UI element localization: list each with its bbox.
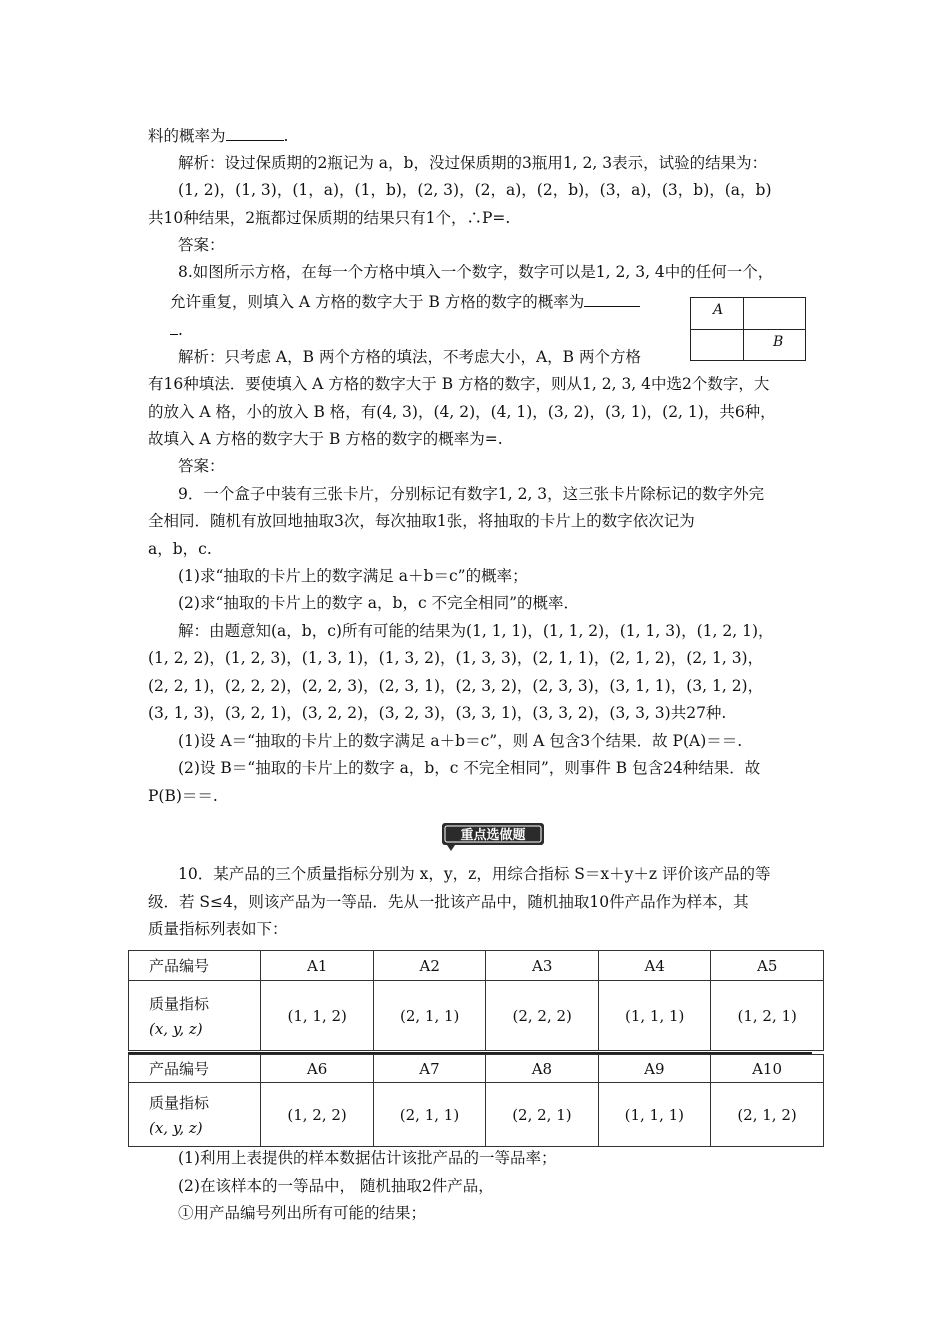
quality-table-part1 — [128, 950, 824, 1051]
product-id-cell: A4 — [598, 951, 711, 981]
text-line: 解析：只考虑 A，B 两个方格的填法，不考虑大小，A，B 两个方格 — [178, 348, 641, 366]
text-line: (2)求“抽取的卡片上的数字 a，b，c 不完全相同”的概率． — [178, 594, 580, 612]
answer-blank — [226, 126, 284, 141]
product-id-cell: A3 — [486, 951, 599, 981]
line-text: 料的概率为 — [148, 127, 226, 145]
product-id-cell: A8 — [486, 1055, 598, 1083]
badge-text: 重点选做题 — [460, 828, 526, 843]
text-line: 9．一个盒子中装有三张卡片，分别标记有数字1, 2, 3，这三张卡片除标记的数字外完 — [178, 485, 765, 503]
text-line: 答案： — [178, 457, 225, 475]
text-line: 有16种填法．要使填入 A 方格的数字大于 B 方格的数字，则从1, 2, 3, 4中选2个数字，大 — [148, 375, 770, 393]
answer-blank — [584, 292, 640, 307]
quality-table-part2 — [128, 1054, 824, 1147]
index-vars-text: (x, y, z) — [149, 1020, 203, 1038]
quality-value-cell: (1, 2, 1) — [711, 981, 824, 1051]
product-id-cell: A9 — [598, 1055, 710, 1083]
text-line: (2, 2, 1)，(2, 2, 2)，(2, 2, 3)，(2, 3, 1)，(2, 3, 2)，(2, 3, 3)，(3, 1, 1)，(3, 1, 2)， — [148, 677, 764, 695]
product-id-cell: A7 — [373, 1055, 485, 1083]
text-line: 答案： — [178, 236, 225, 254]
line-text: . — [178, 321, 183, 339]
quality-value-cell: (2, 1, 1) — [373, 981, 486, 1051]
text-line: (1, 2)，(1, 3)，(1，a)，(1，b)，(2, 3)，(2，a)，(2，b)，(3，a)，(3，b)，(a，b) — [178, 181, 772, 199]
text-line: (2)设 B＝“抽取的卡片上的数字 a，b，c 不完全相同”，则事件 B 包含24种结果．故 — [178, 759, 761, 777]
table-row — [129, 1055, 824, 1083]
product-id-cell: A10 — [711, 1055, 824, 1083]
index-vars-text: (x, y, z) — [149, 1119, 203, 1137]
quality-value-cell: (2, 2, 1) — [486, 1083, 598, 1147]
text-line: 解析：设过保质期的2瓶记为 a，b，没过保质期的3瓶用1, 2, 3表示，试验的结果为： — [178, 154, 768, 172]
text-line: 共10种结果，2瓶都过保质期的结果只有1个，∴P=. — [148, 209, 511, 227]
text-line: ①用产品编号列出所有可能的结果； — [178, 1204, 427, 1222]
text-line: 故填入 A 方格的数字大于 B 方格的数字的概率为=. — [148, 430, 503, 448]
grid-divider — [691, 329, 805, 330]
square-grid-figure — [690, 297, 806, 361]
text-line: (1)求“抽取的卡片上的数字满足 a＋b＝c”的概率； — [178, 567, 528, 585]
table-index-label — [129, 981, 261, 1051]
text-line — [148, 126, 288, 146]
quality-value-cell: (1, 1, 2) — [261, 981, 374, 1051]
text-line: 全相同．随机有放回地抽取3次，每次抽取1张，将抽取的卡片上的数字依次记为 — [148, 512, 695, 530]
text-line: 8.如图所示方格，在每一个方格中填入一个数字，数字可以是1, 2, 3, 4中的任何一个， — [178, 263, 774, 281]
quality-value-cell: (1, 1, 1) — [598, 1083, 710, 1147]
section-badge — [441, 822, 545, 852]
text-line: a，b，c. — [148, 540, 212, 558]
quality-value-cell: (1, 1, 1) — [598, 981, 711, 1051]
answer-blank — [170, 320, 178, 335]
table-index-label — [129, 1083, 261, 1147]
index-label-text: 质量指标 — [149, 1094, 210, 1112]
quality-value-cell: (2, 1, 2) — [711, 1083, 824, 1147]
text-line: (2)在该样本的一等品中， 随机抽取2件产品， — [178, 1177, 494, 1195]
table-row — [129, 1083, 824, 1147]
line-text: 允许重复，则填入 A 方格的数字大于 B 方格的数字的概率为 — [170, 293, 585, 311]
text-line: (3, 1, 3)，(3, 2, 1)，(3, 2, 2)，(3, 2, 3)，(3, 3, 1)，(3, 3, 2)，(3, 3, 3)共27种. — [148, 704, 727, 722]
text-line: (1, 2, 2)，(1, 2, 3)，(1, 3, 1)，(1, 3, 2)，(1, 3, 3)，(2, 1, 1)，(2, 1, 2)，(2, 1, 3)， — [148, 649, 764, 667]
quality-value-cell: (2, 2, 2) — [486, 981, 599, 1051]
text-line: 解：由题意知(a，b，c)所有可能的结果为(1, 1, 1)，(1, 1, 2)，(1, 1, 3)，(1, 2, 1)， — [178, 622, 774, 640]
index-label-text: 质量指标 — [149, 995, 210, 1013]
text-line: 级．若 S≤4，则该产品为一等品．先从一批该产品中，随机抽取10件产品作为样本，其 — [148, 893, 749, 911]
text-line: 质量指标列表如下： — [148, 920, 288, 938]
product-id-cell: A1 — [261, 951, 374, 981]
grid-cell-a-label: A — [713, 302, 724, 318]
grid-cell-b-label: B — [773, 334, 784, 350]
text-line — [170, 320, 183, 340]
product-id-cell: A6 — [261, 1055, 373, 1083]
table-row — [129, 951, 824, 981]
table-row — [129, 981, 824, 1051]
badge-pointer — [447, 845, 455, 851]
table-header-label: 产品编号 — [129, 951, 261, 981]
text-line: (1)设 A＝“抽取的卡片上的数字满足 a＋b＝c”，则 A 包含3个结果．故 P(A)＝＝. — [178, 732, 743, 750]
line-text: . — [283, 127, 289, 145]
quality-value-cell: (1, 2, 2) — [261, 1083, 373, 1147]
text-line: (1)利用上表提供的样本数据估计该批产品的一等品率； — [178, 1149, 557, 1167]
quality-value-cell: (2, 1, 1) — [373, 1083, 485, 1147]
table-header-label: 产品编号 — [129, 1055, 261, 1083]
product-id-cell: A2 — [373, 951, 486, 981]
text-line — [170, 292, 640, 312]
text-line: P(B)＝＝. — [148, 787, 218, 805]
product-id-cell: A5 — [711, 951, 824, 981]
text-line: 10．某产品的三个质量指标分别为 x，y，z，用综合指标 S＝x＋y＋z 评价该产品的等 — [178, 865, 771, 883]
text-line: 的放入 A 格，小的放入 B 格，有(4, 3)，(4, 2)，(4, 1)，(3, 2)，(3, 1)，(2, 1)，共6种， — [148, 403, 776, 421]
